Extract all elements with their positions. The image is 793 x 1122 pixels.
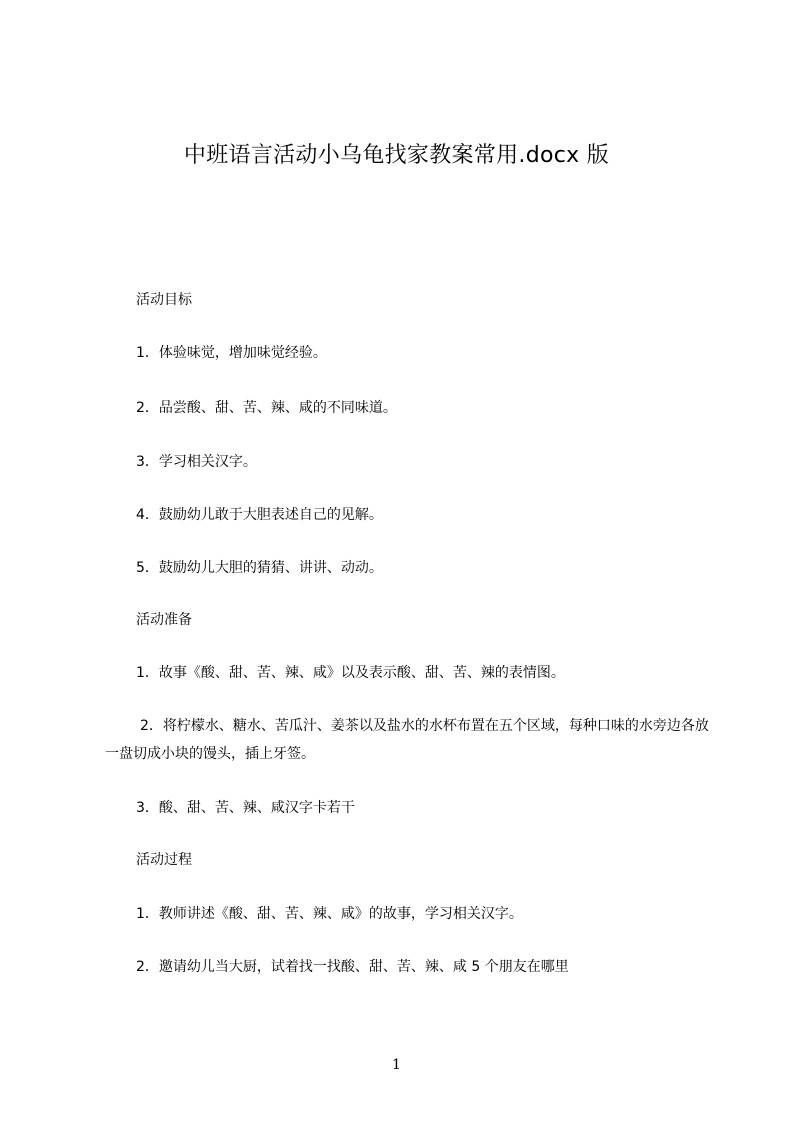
page-number: 1 xyxy=(392,1057,401,1073)
section-heading-preparation: 活动准备 xyxy=(136,612,192,628)
paragraph: 4．鼓励幼儿敢于大胆表述自己的见解。 xyxy=(136,507,383,523)
paragraph: 5．鼓励幼儿大胆的猜猜、讲讲、动动。 xyxy=(136,560,383,576)
paragraph: 2．品尝酸、甜、苦、辣、咸的不同味道。 xyxy=(136,400,397,416)
section-heading-process: 活动过程 xyxy=(136,852,192,868)
section-heading-objectives: 活动目标 xyxy=(136,292,192,308)
paragraph: 2．邀请幼儿当大厨，试着找一找酸、甜、苦、辣、咸 5 个朋友在哪里 xyxy=(136,959,569,975)
paragraph: 3．酸、甜、苦、辣、咸汉字卡若干 xyxy=(136,800,355,816)
paragraph: 2．将柠檬水、糖水、苦瓜汁、姜茶以及盐水的水杯布置在五个区域，每种口味的水旁边各放一盘切成小块的馒头，插上牙签。 xyxy=(105,718,709,762)
document-title: 中班语言活动小乌龟找家教案常用.docx 版 xyxy=(183,143,610,168)
paragraph: 1．教师讲述《酸、甜、苦、辣、咸》的故事，学习相关汉字。 xyxy=(136,906,523,922)
paragraph: 3．学习相关汉字。 xyxy=(136,454,257,470)
paragraph: 1．体验味觉，增加味觉经验。 xyxy=(136,345,327,361)
paragraph: 1．故事《酸、甜、苦、辣、咸》以及表示酸、甜、苦、辣的表情图。 xyxy=(136,665,565,681)
